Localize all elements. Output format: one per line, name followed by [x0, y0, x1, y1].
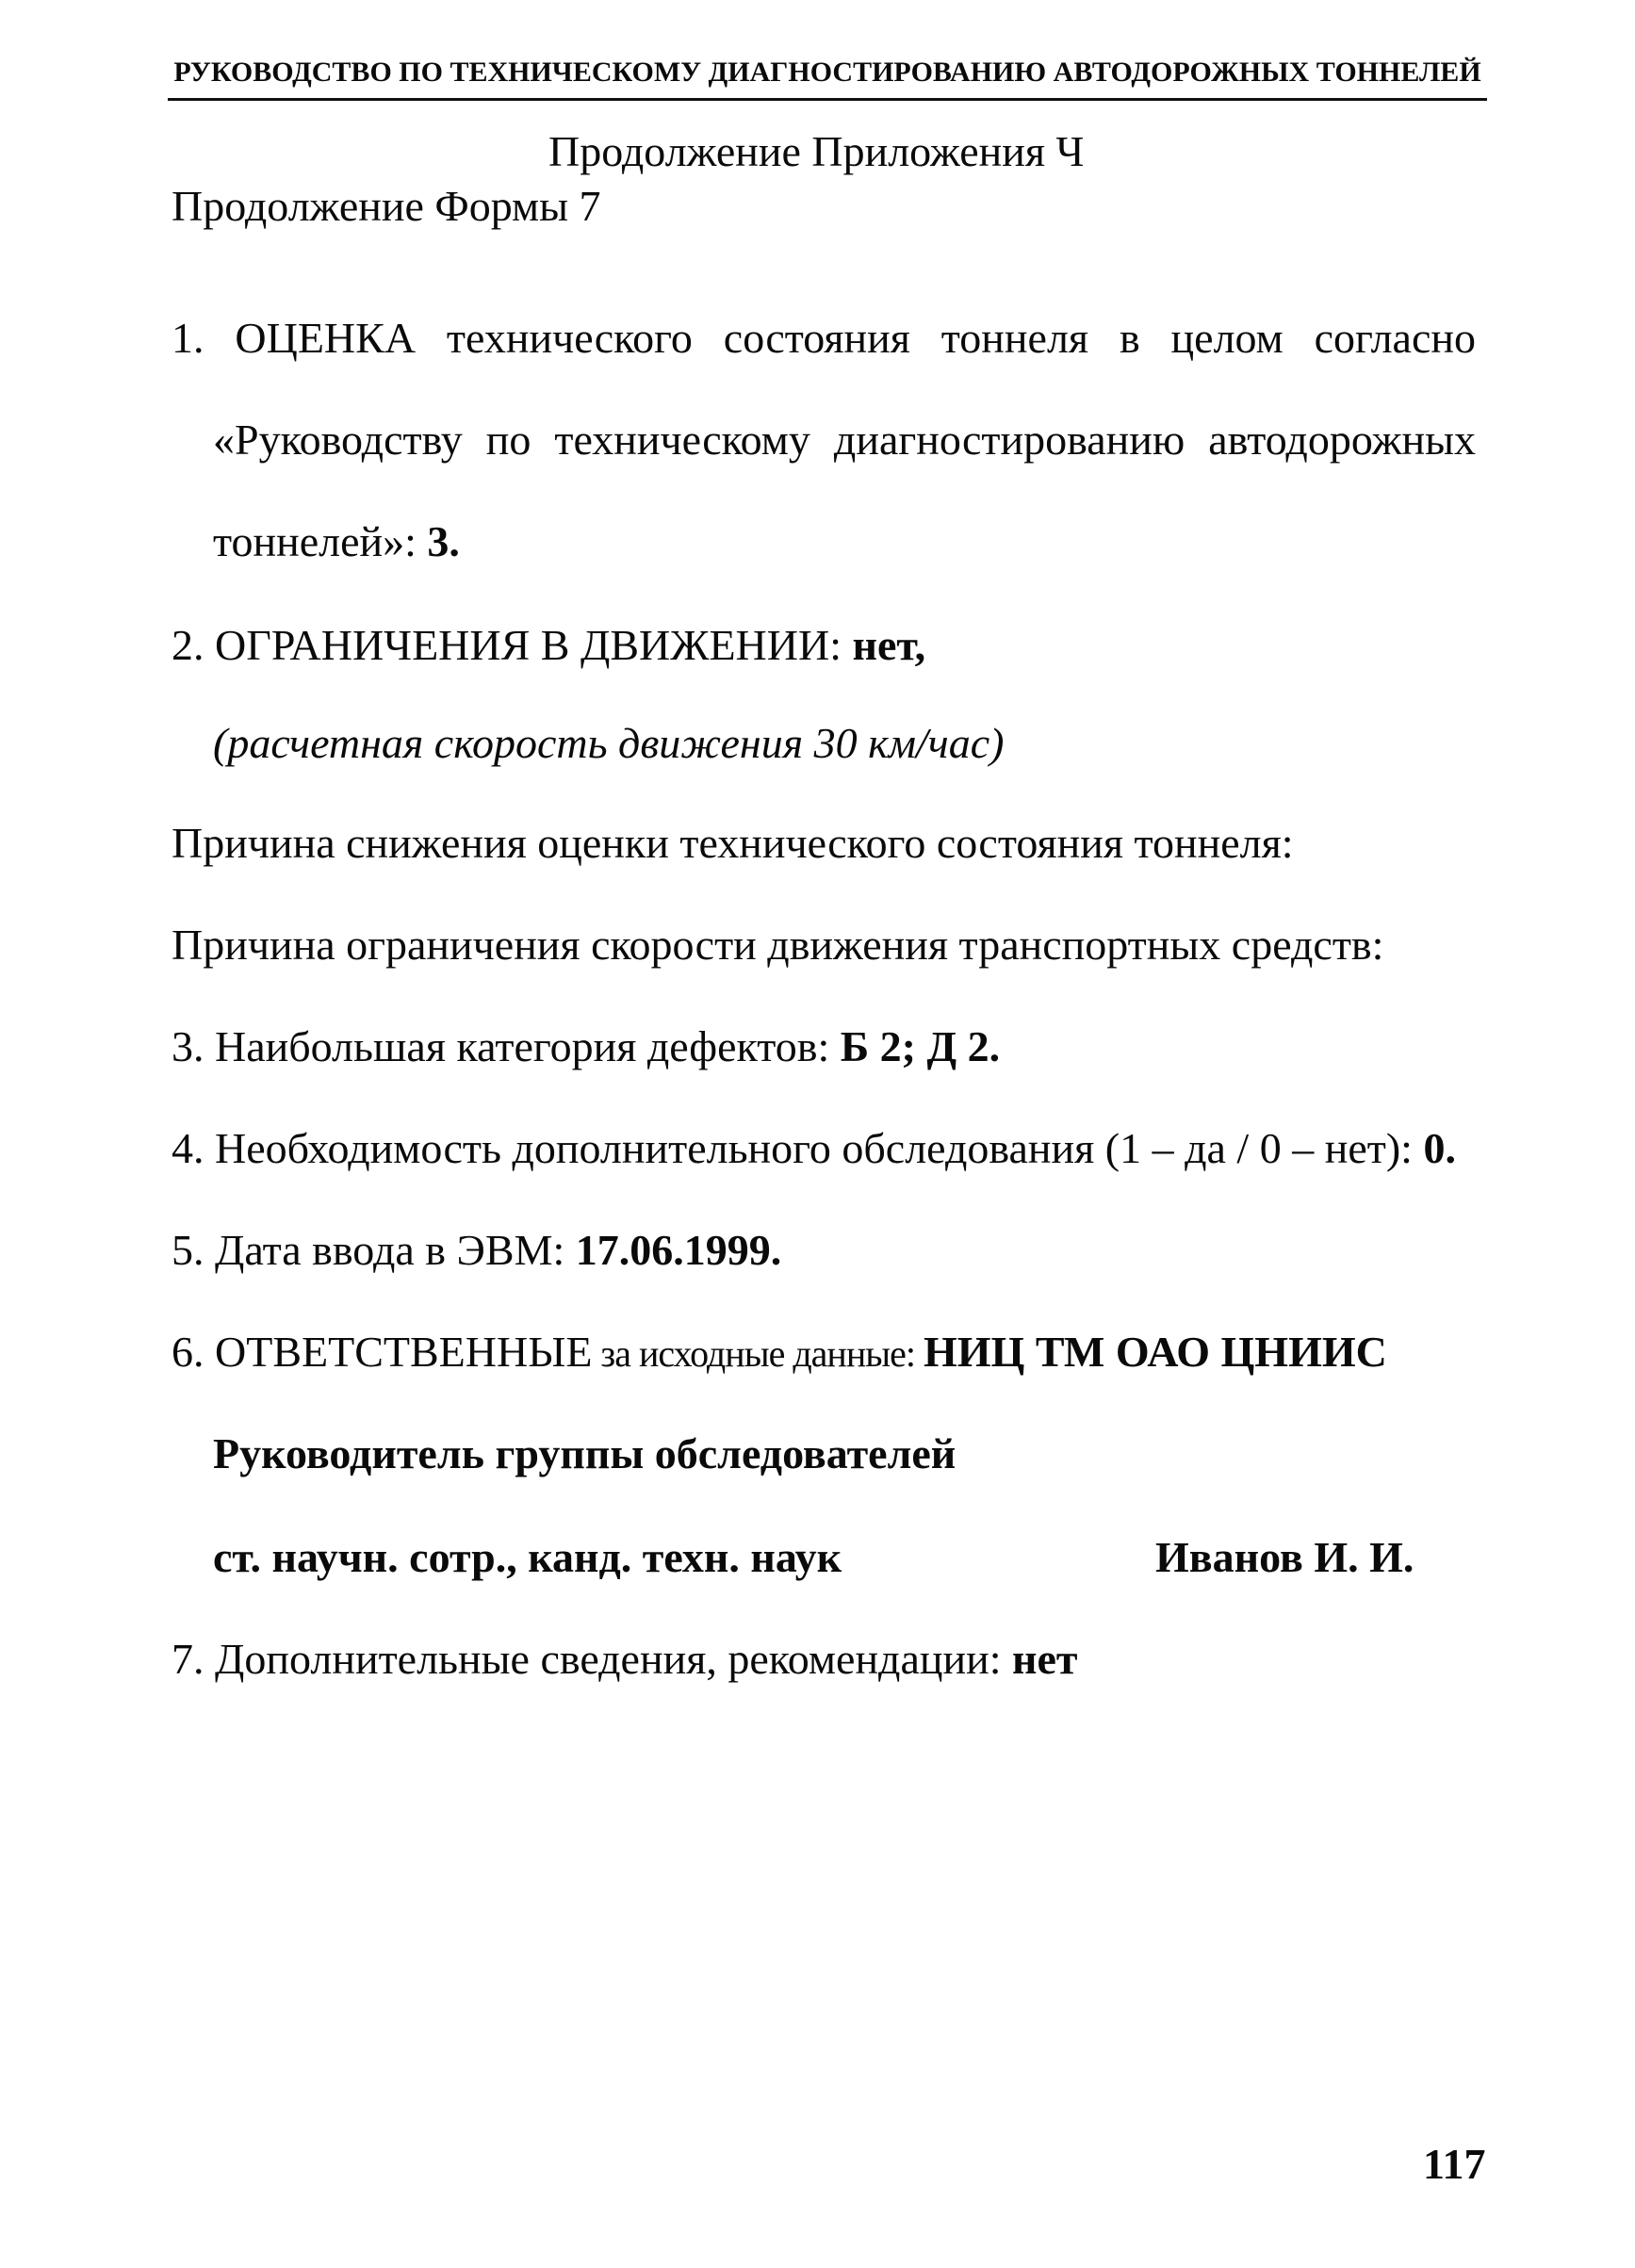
- form-title: Продолжение Формы 7: [172, 182, 601, 230]
- item1-line3: [213, 517, 460, 565]
- item4-value: 0.: [1423, 1124, 1456, 1172]
- item6-person: Иванов И. И.: [1155, 1533, 1414, 1581]
- item5-label: 5. Дата ввода в ЭВМ:: [172, 1226, 576, 1274]
- item6-role: Руководитель группы обследователей: [213, 1429, 956, 1477]
- item2-value: нет,: [852, 621, 926, 669]
- item3-label: 3. Наибольшая категория дефектов:: [172, 1022, 841, 1070]
- item6-organization: НИЦ ТМ ОАО ЦНИИС: [923, 1328, 1387, 1376]
- reason-state-line: Причина снижения оценки технического состояния тоннеля:: [172, 819, 1294, 867]
- item6-label-caps: 6. ОТВЕТСТВЕННЫЕ: [172, 1328, 593, 1376]
- item2-label: 2. ОГРАНИЧЕНИЯ В ДВИЖЕНИИ:: [172, 621, 853, 669]
- item4-label: 4. Необходимость дополнительного обследования (1 – да / 0 – нет):: [172, 1124, 1424, 1172]
- header-rule: [168, 98, 1487, 101]
- reason-speed-line: Причина ограничения скорости движения транспортных средств:: [172, 921, 1384, 969]
- item6-responsible: [172, 1330, 1387, 1374]
- appendix-title: Продолжение Приложения Ч: [548, 127, 1085, 175]
- item7-value: нет: [1012, 1635, 1078, 1683]
- item3-defects: [172, 1022, 1001, 1070]
- item6-position: ст. научн. сотр., канд. техн. наук: [213, 1533, 842, 1581]
- item1-score: 3.: [427, 517, 460, 565]
- item3-value: Б 2; Д 2.: [840, 1022, 1001, 1070]
- item7-additional: [172, 1635, 1078, 1683]
- running-header: РУКОВОДСТВО ПО ТЕХНИЧЕСКОМУ ДИАГНОСТИРОВАНИЮ АВТОДОРОЖНЫХ ТОННЕЛЕЙ: [173, 57, 1481, 88]
- item2-restrictions: [172, 621, 926, 669]
- item1-line1: 1. ОЦЕНКА технического состояния тоннеля в целом согласно: [172, 314, 1476, 362]
- item1-line2: «Руководству по техническому диагностированию автодорожных: [213, 416, 1476, 464]
- item6-label-rest: за исходные данные:: [592, 1332, 924, 1375]
- item5-entry-date: [172, 1226, 782, 1274]
- item1-line3-text: тоннелей»:: [213, 517, 428, 565]
- item7-label: 7. Дополнительные сведения, рекомендации:: [172, 1635, 1013, 1683]
- item5-value: 17.06.1999.: [575, 1226, 782, 1274]
- page-number: 117: [1423, 2140, 1486, 2188]
- item2-speed-note: (расчетная скорость движения 30 км/час): [213, 719, 1005, 767]
- item4-extra-inspection: [172, 1124, 1456, 1172]
